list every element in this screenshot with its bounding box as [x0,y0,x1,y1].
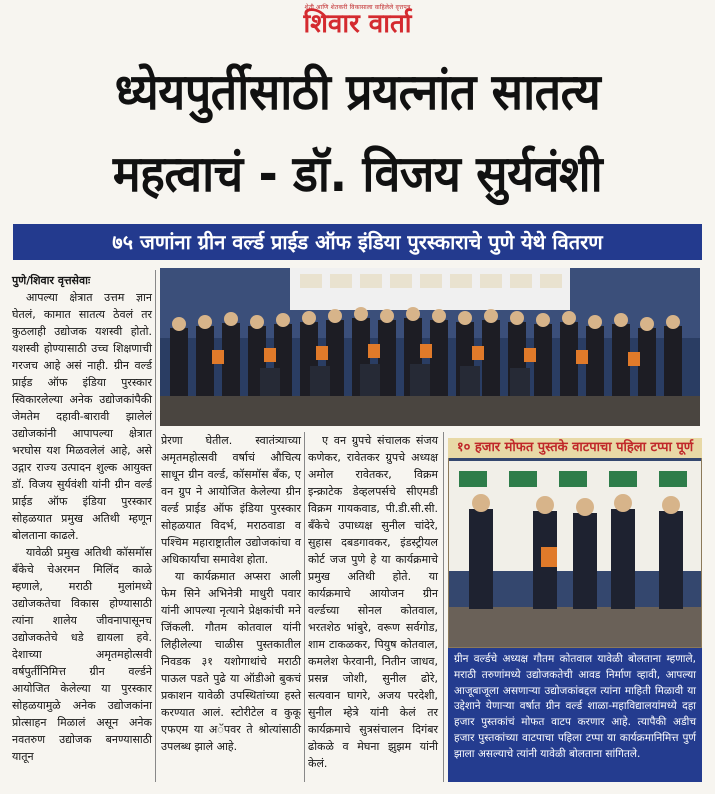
article-paragraph: यावेळी प्रमुख अतिथी कॉसमॉस बँकेचे चेअरमन मिलिंद काळे म्हणाले, मराठी मुलांमध्ये उद्योजकतेचा विकास होण्यासाठी त्यांना शालेय जीवनापासूनच उद्योजकतेचे धडे द्यायला हवे. देशाच्या अमृतमहोत्सवी वर्षपुर्तीनिमित्त ग्रीन वर्ल्डने आयोजित केलेल्या या पुरस्कार सोहळयामुळे अनेक उद्योजकांना प्रोत्साहन मिळालं असून अनेक नवतरुण उद्योजक बनण्यासाठी यातून [12,546,152,763]
box-title: १० हजार मोफत पुस्तके वाटपाचा पहिला टप्पा पूर्ण [448,438,702,458]
article-column-3 [308,432,438,772]
subheadline-banner: ७५ जणांना ग्रीन वर्ल्ड प्राईड ऑफ इंडिया पुरस्काराचे पुणे येथे वितरण [13,224,702,260]
column-divider [443,432,444,782]
book-distribution-photo [448,438,702,648]
masthead-logo: शिवार वार्ता [303,9,412,39]
article-paragraph: प्रेरणा घेतील. स्वातंत्र्याच्या अमृतमहोत्सवी वर्षाचं औचित्य साधून ग्रीन वर्ल्ड, कॉसमॉस बँक, ए वन ग्रुप ने आयोजित केलेल्या ग्रीन वर्ल्ड प्राईड ऑफ इंडिया पुरस्कार सोहळयात विदर्भ, मराठवाडा व पश्चिम महाराष्ट्रातील उद्योजकांचा व अधिकार्यांचा समावेश होता. [161,434,301,566]
column-divider [155,270,156,782]
column-divider [304,432,305,782]
masthead-tagline: शेती आणि शेतकरी विकासाला वाहिलेले वृत्तपत्र [304,4,411,11]
dateline: पुणे/शिवार वृत्तसेवाः [12,274,91,287]
article-column-1 [12,272,152,765]
article-paragraph: आपल्या क्षेत्रात उत्तम ज्ञान घेतलं, कामात सातत्य ठेवलं तर कुठलाही उद्योजक यशस्वी होतो. यशस्वी होण्यासाठी उच्च शिक्षणाची गरजच आहे असं नाही. ग्रीन वर्ल्ड प्राईड ऑफ इंडिया पुरस्कार स्विकारलेल्या अनेक उद्योजकांपैकी जेमतेम दहावी-बारावी झालेलं उद्योजकांनी आपापल्या क्षेत्रात भरघोस यश मिळवलेलं आहे, असे उद्गार राज्य उत्पादन शुल्क आयुक्त डॉ. विजय सुर्यवंशी यांनी ग्रीन वर्ल्ड प्राईड ऑफ इंडिया पुरस्कार सोहळयात प्रमुख अतिथी म्हणून बोलताना काढले. [12,291,152,542]
award-ceremony-photo [160,268,700,426]
masthead [0,0,715,44]
article-paragraph: ए वन ग्रुपचे संचालक संजय कणेकर, रावेतकर ग्रुपचे अध्यक्ष अमोल रावेतकर, विक्रम इन्क्राटेक डेव्हलपर्सचे सीएमडी विक्रम गायकवाड, पी.डी.सी.सी. बँकेचे उपाध्यक्ष सुनील चांदेरे, सुहास दबडगावकर, इंडस्ट्रीयल कोर्ट जज पुणे हे या कार्यक्रमाचे प्रमुख अतिथी होते. या कार्यक्रमाचे आयोजन ग्रीन वर्ल्डच्या सोनल कोतवाल, भरतशेठ भांबुरे, वरूण सर्वगोड, शाम टाकळकर, पियुष कोतवाल, कमलेश फेरवानी, नितीन जाधव, प्रसन्न जोशी, सुनील ढोरे, सत्यवान घागरे, अजय परदेशी, सुनील म्हेत्रे यांनी केलं तर कार्यक्रमाचे सुत्रसंचालन दिगंबर ढोकळे व मेघना झुझम यांनी केलं. [308,434,438,770]
photo-caption: ग्रीन वर्ल्डचे अध्यक्ष गौतम कोतवाल यावेळी बोलताना म्हणाले, मराठी तरुणांमध्ये उद्योजकतेची आवड निर्माण व्हावी, आपल्या आजूबाजूला असणाऱ्या उद्योजकांबद्दल त्यांना माहिती मिळावी या उद्देशाने येणाऱ्या वर्षात ग्रीन वर्ल्ड शाळा-महाविद्यालयांमध्ये दहा हजार पुस्तकांचं मोफत वाटप करणार आहे. त्यापैकी अडीच हजार पुस्तकांच्या वाटपाचा पहिला टप्पा या कार्यक्रमानिमित्त पुर्ण झाला असल्याचे त्यांनी यावेळी बोलताना सांगितले. [448,648,702,782]
article-paragraph: या कार्यक्रमात अप्सरा आली फेम सिने अभिनेत्री माधुरी पवार यांनी आपल्या नृत्याने प्रेक्षकांची मने जिंकली. गौतम कोतवाल यांनी लिहीलेल्या चाळीस पुस्तकातील निवडक ३१ यशोगाथांचे मराठी पाऊल पडते पुढे या ऑडीओ बुकचं प्रकाशन यावेळी उपस्थितांच्या हस्ते करण्यात आलं. स्टोरीटेल व कुकू एफएम या अॅपवर ते श्रोत्यांसाठी उपलब्ध झाले आहे. [161,570,301,753]
article-column-2 [161,432,301,755]
headline-line-2: महत्वाचं - डॉ. विजय सुर्यवंशी [112,145,603,203]
headline-line-1: ध्येयपुर्तीसाठी प्रयत्नांत सातत्य [114,63,601,121]
